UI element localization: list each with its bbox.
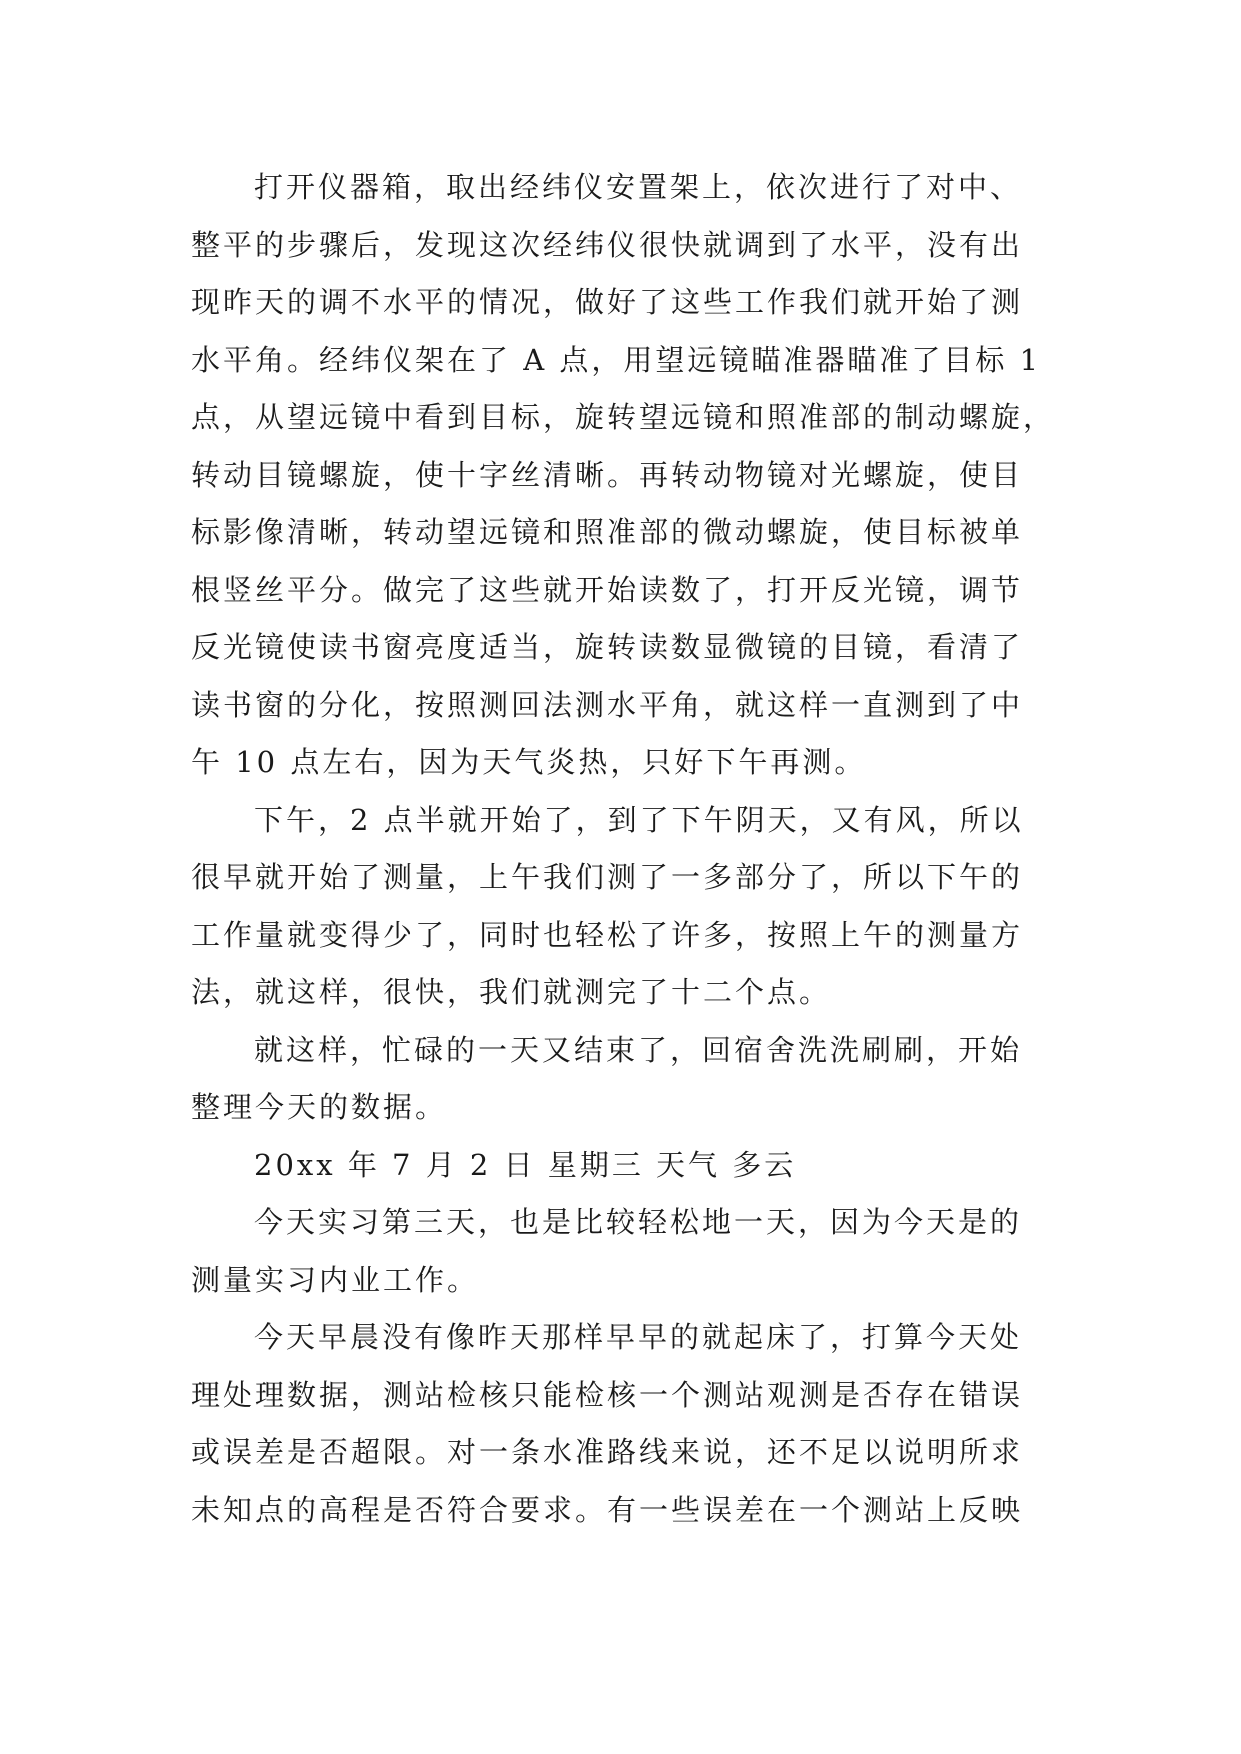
text-line: 就这样，忙碌的一天又结束了，回宿舍洗洗刷刷，开始	[254, 1032, 1023, 1067]
text-line: 很早就开始了测量，上午我们测了一多部分了，所以下午的	[191, 860, 1024, 894]
text-line: 标影像清晰，转动望远镜和照准部的微动螺旋，使目标被单	[191, 515, 1024, 549]
text-line: 反光镜使读书窗亮度适当，旋转读数显微镜的目镜，看清了	[191, 630, 1024, 664]
text-line: 今天实习第三天，也是比较轻松地一天，因为今天是的	[254, 1205, 1023, 1239]
text-line: 20xx 年 7 月 2 日 星期三 天气 多云	[254, 1147, 797, 1182]
text-line: 读书窗的分化，按照测回法测水平角，就这样一直测到了中	[191, 687, 1024, 722]
text-line: 测量实习内业工作。	[191, 1262, 480, 1297]
text-line: 未知点的高程是否符合要求。有一些误差在一个测站上反映	[191, 1492, 1024, 1527]
document-body	[191, 159, 1056, 1539]
text-line: 整理今天的数据。	[191, 1090, 448, 1124]
text-line: 今天早晨没有像昨天那样早早的就起床了，打算今天处	[254, 1320, 1023, 1354]
text-line: 根竖丝平分。做完了这些就开始读数了，打开反光镜，调节	[191, 572, 1024, 607]
text-line: 或误差是否超限。对一条水准路线来说，还不足以说明所求	[191, 1435, 1024, 1469]
text-line: 现昨天的调不水平的情况，做好了这些工作我们就开始了测	[191, 285, 1024, 319]
text-line: 工作量就变得少了，同时也轻松了许多，按照上午的测量方	[191, 917, 1024, 952]
text-line: 打开仪器箱，取出经纬仪安置架上，依次进行了对中、	[254, 170, 1023, 204]
text-line: 整平的步骤后，发现这次经纬仪很快就调到了水平，没有出	[191, 227, 1024, 262]
text-line: 转动目镜螺旋，使十字丝清晰。再转动物镜对光螺旋，使目	[191, 457, 1024, 492]
text-line: 点，从望远镜中看到目标，旋转望远镜和照准部的制动螺旋，	[191, 400, 1056, 434]
text-line: 理处理数据，测站检核只能检核一个测站观测是否存在错误	[191, 1377, 1024, 1412]
text-line: 午 10 点左右，因为天气炎热，只好下午再测。	[191, 745, 867, 779]
text-line: 法，就这样，很快，我们就测完了十二个点。	[191, 975, 832, 1009]
text-line: 下午，2 点半就开始了，到了下午阴天，又有风，所以	[254, 802, 1024, 837]
text-line: 水平角。经纬仪架在了 A 点，用望远镜瞄准器瞄准了目标 1	[191, 342, 1042, 377]
